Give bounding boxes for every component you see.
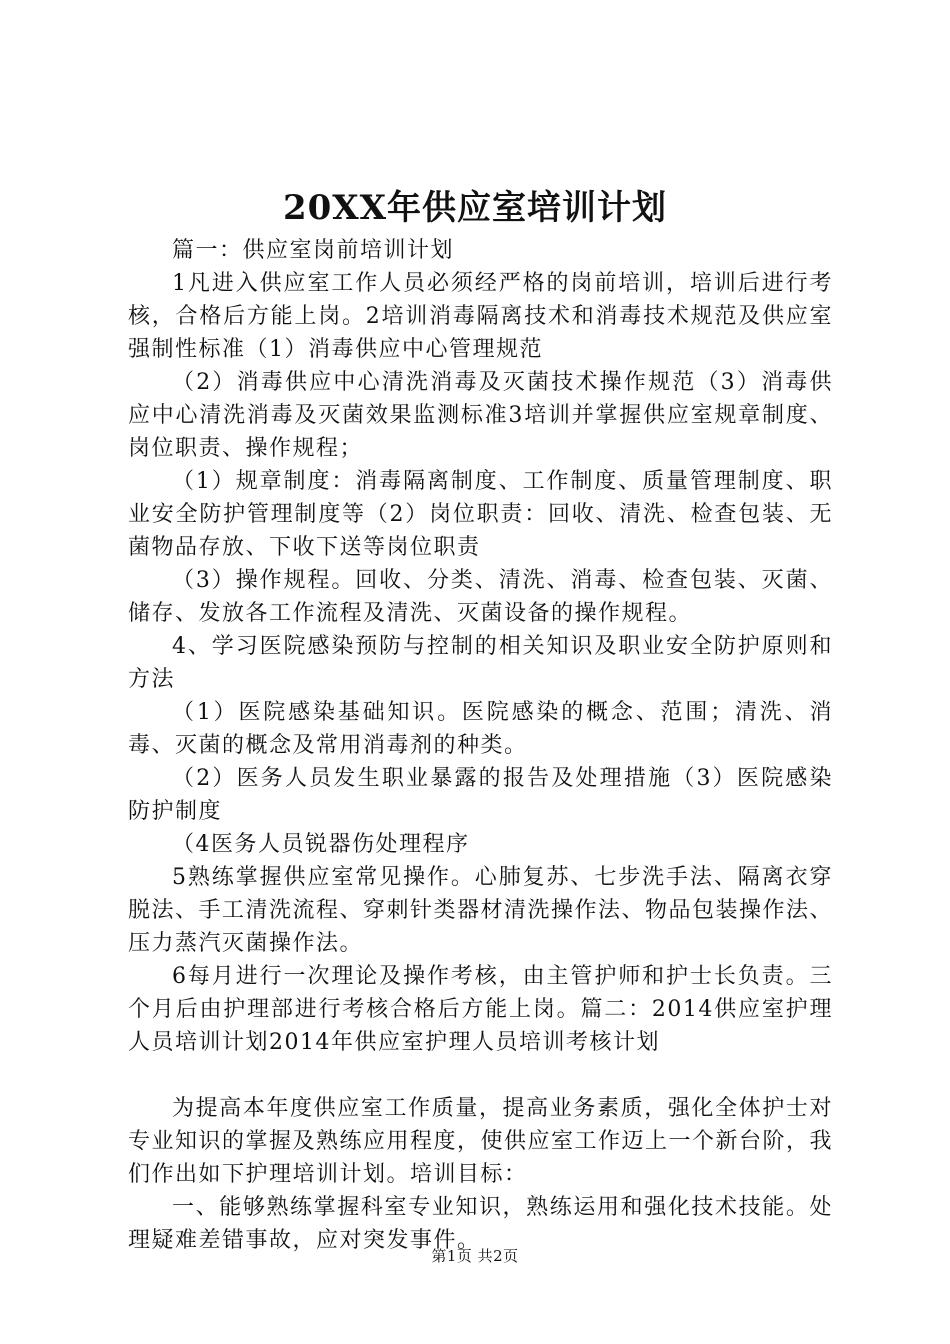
paragraph: （4医务人员锐器伤处理程序 — [172, 832, 470, 857]
paragraph: 1凡进入供应室工作人员必须经严格的岗前培训，培训后进行考核，合格后方能上岗。2培训消毒隔离技术和消毒技术规范及供应室强制性标准（1）消毒供应中心管理规范 — [128, 271, 833, 362]
paragraph: 4、学习医院感染预防与控制的相关知识及职业安全防护原则和方法 — [128, 634, 833, 692]
paragraph: （1）医院感染基础知识。医院感染的概念、范围；清洗、消毒、灭菌的概念及常用消毒剂的种类。 — [128, 700, 833, 758]
document-body — [128, 234, 833, 1257]
paragraph: 篇一：供应室岗前培训计划 — [172, 238, 455, 263]
paragraph: 一、能够熟练掌握科室专业知识，熟练运用和强化技术技能。处理疑难差错事故，应对突发事件。 — [128, 1195, 833, 1253]
blank-line — [128, 1059, 833, 1092]
paragraph: 6每月进行一次理论及操作考核，由主管护师和护士长负责。三个月后由护理部进行考核合格后方能上岗。篇二：2014供应室护理人员培训计划2014年供应室护理人员培训考核计划 — [128, 964, 833, 1055]
paragraph: （2）医务人员发生职业暴露的报告及处理措施（3）医院感染防护制度 — [128, 766, 833, 824]
page-number-footer: 第1页 共2页 — [431, 1247, 519, 1265]
document-title: 20XX年供应室培训计划 — [282, 188, 668, 228]
paragraph: （1）规章制度：消毒隔离制度、工作制度、质量管理制度、职业安全防护管理制度等（2）岗位职责：回收、清洗、检查包装、无菌物品存放、下收下送等岗位职责 — [128, 469, 833, 560]
paragraph: 5熟练掌握供应室常见操作。心肺复苏、七步洗手法、隔离衣穿脱法、手工清洗流程、穿刺针类器材清洗操作法、物品包装操作法、压力蒸汽灭菌操作法。 — [128, 865, 834, 956]
paragraph: （2）消毒供应中心清洗消毒及灭菌技术操作规范（3）消毒供应中心清洗消毒及灭菌效果监测标准3培训并掌握供应室规章制度、岗位职责、操作规程； — [128, 370, 833, 461]
paragraph: （3）操作规程。回收、分类、清洗、消毒、检查包装、灭菌、储存、发放各工作流程及清洗、灭菌设备的操作规程。 — [128, 568, 833, 626]
paragraph: 为提高本年度供应室工作质量，提高业务素质，强化全体护士对专业知识的掌握及熟练应用程度，使供应室工作迈上一个新台阶，我们作出如下护理培训计划。培训目标： — [128, 1096, 834, 1187]
